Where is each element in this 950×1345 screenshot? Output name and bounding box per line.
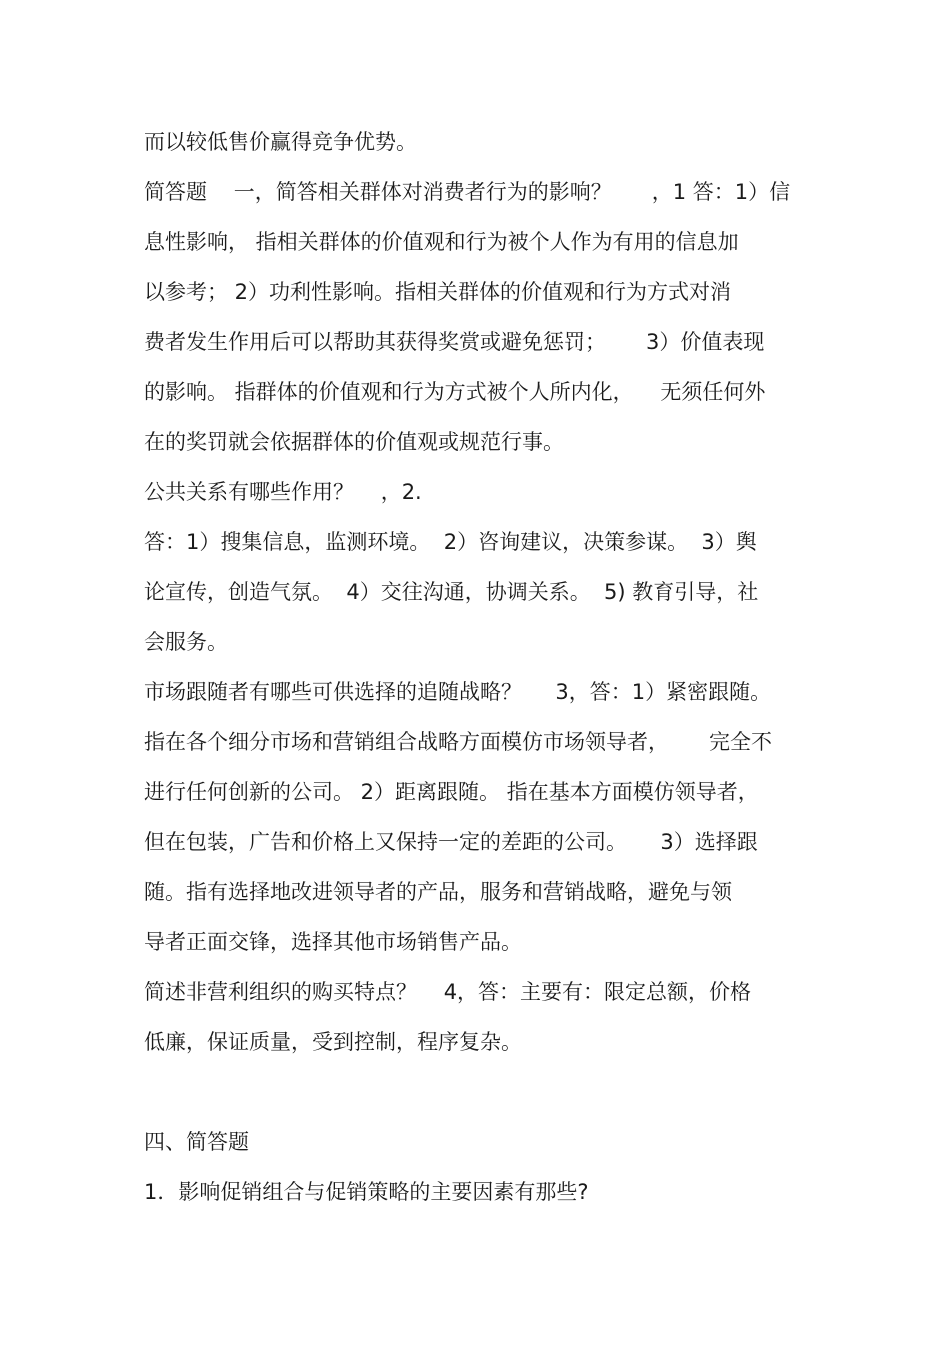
text-line: 简述非营利组织的购买特点？ 4，答：主要有：限定总额，价格 xyxy=(144,980,752,1004)
text-line: 在的奖罚就会依据群体的价值观或规范行事。 xyxy=(144,430,564,454)
text-line: 低廉，保证质量，受到控制，程序复杂。 xyxy=(144,1030,522,1054)
text-line: 导者正面交锋，选择其他市场销售产品。 xyxy=(144,930,522,954)
text-line: 论宣传，创造气氛。 4）交往沟通，协调关系。 5) 教育引导，社 xyxy=(144,580,759,604)
text-line: 市场跟随者有哪些可供选择的追随战略？ 3，答：1）紧密跟随。 xyxy=(144,680,772,704)
text-line: 随。指有选择地改进领导者的产品，服务和营销战略，避免与领 xyxy=(144,880,732,904)
text-line: 的影响。 指群体的价值观和行为方式被个人所内化， 无须任何外 xyxy=(144,380,766,404)
question-item: 1．影响促销组合与促销策略的主要因素有那些? xyxy=(144,1180,589,1204)
text-line: 公共关系有哪些作用？ ，2. xyxy=(144,480,422,504)
text-line: 会服务。 xyxy=(144,630,228,654)
text-line: 答：1）搜集信息，监测环境。 2）咨询建议，决策参谋。 3）舆 xyxy=(144,530,757,554)
text-line: 而以较低售价赢得竞争优势。 xyxy=(144,130,417,154)
text-line: 费者发生作用后可以帮助其获得奖赏或避免惩罚； 3）价值表现 xyxy=(144,330,765,354)
text-line: 简答题 一，简答相关群体对消费者行为的影响？ ，1 答：1）信 xyxy=(144,180,791,204)
text-line: 息性影响， 指相关群体的价值观和行为被个人作为有用的信息加 xyxy=(144,230,739,254)
text-line: 但在包装，广告和价格上又保持一定的差距的公司。 3）选择跟 xyxy=(144,830,758,854)
text-line: 进行任何创新的公司。 2）距离跟随。 指在基本方面模仿领导者， xyxy=(144,780,759,804)
section-heading: 四、简答题 xyxy=(144,1130,249,1154)
text-line: 指在各个细分市场和营销组合战略方面模仿市场领导者， 完全不 xyxy=(144,730,773,754)
text-line: 以参考； 2）功利性影响。指相关群体的价值观和行为方式对消 xyxy=(144,280,732,304)
